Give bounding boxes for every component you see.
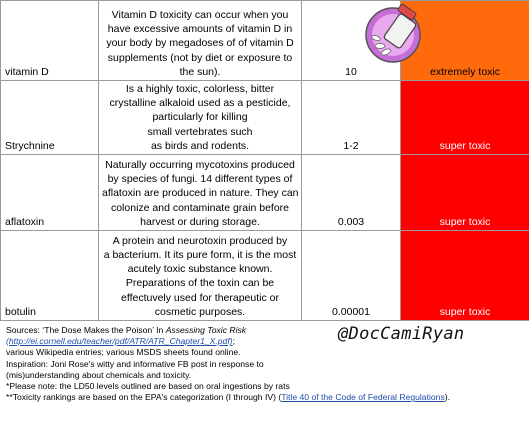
description-line: have excessive amounts of vitamin D in [107, 23, 293, 36]
table-row [1, 231, 529, 321]
sources-line-2: various Wikipedia entries; various MSDS sheets found online. [6, 347, 241, 358]
toxicity-ranking-cell: super toxic [401, 155, 529, 231]
description-line: by species of fungi. 14 different types of [107, 173, 293, 186]
substance-cell: aflatoxin [1, 155, 99, 231]
ld50-note: *Please note: the LD50 levels outlined are based on oral ingestions by rats [6, 381, 290, 392]
table-row [1, 81, 529, 155]
table-row [1, 155, 529, 231]
footer [0, 322, 529, 427]
description-cell [99, 1, 302, 81]
ld50-dose-cell: 10 [302, 1, 401, 81]
description-line: effectuvely used for therapeutic or [121, 291, 279, 304]
description-line: cosmetic purposes. [154, 305, 246, 318]
description-line: harvest or during storage. [140, 215, 260, 228]
description-line: as birds and rodents. [150, 139, 250, 152]
description-line: Is a highly toxic, colorless, bitter [125, 82, 275, 95]
table-row [1, 1, 529, 81]
cfr-link[interactable]: Title 40 of the Code of Federal Regulations [281, 392, 445, 403]
description-line: supplements (not by diet or exposure to [107, 51, 293, 64]
sources-line: Sources: ‘The Dose Makes the Poison’ In Assessing Toxic Risk [6, 325, 247, 335]
description-line: acutely toxic substance known. [127, 263, 273, 276]
inspiration-line: Inspiration: Joni Rose's witty and informative FB post in response to [6, 358, 264, 369]
toxicity-ranking-cell: super toxic [401, 231, 529, 321]
description-cell [99, 231, 302, 321]
description-line: your body by megadoses of of vitamin D [106, 37, 294, 50]
substance-cell: Strychnine [1, 81, 99, 155]
description-line: crystalline alkaloid used as a pesticide, [109, 97, 291, 110]
description-line: the sun). [179, 65, 221, 78]
description-line: small vertebrates such [147, 125, 253, 138]
author-handle: @DocCamiRyan [338, 324, 465, 344]
toxicity-ranking-cell: extremely toxic [401, 1, 529, 81]
description-cell [99, 81, 302, 155]
description-line: particularly for killing [152, 111, 248, 124]
description-line: A protein and neurotoxin produced by [112, 234, 288, 247]
substance-cell: vitamin D [1, 1, 99, 81]
toxicity-ranking-cell: super toxic [401, 81, 529, 155]
sources-link[interactable]: (http://ei.cornell.edu/teacher/pdf/ATR/ATR_Chapter1_X.pdf) [6, 336, 233, 347]
description-line: Vitamin D toxicity can occur when you [111, 8, 289, 21]
inspiration-line-2: (mis)understanding about chemicals and toxicity. [6, 369, 192, 380]
description-line: Naturally occurring mycotoxins produced [105, 158, 295, 171]
epa-note: **Toxicity rankings are based on the EPA's categorization (I through IV) (Title 40 of the Code of Federal Regulations). [6, 392, 450, 403]
pill-bottle-illustration [362, 2, 424, 64]
description-line: Preparations of the toxin can be [125, 277, 275, 290]
sources-link-line: (http://ei.cornell.edu/teacher/pdf/ATR/ATR_Chapter1_X.pdf); [6, 336, 235, 347]
description-line: aflatoxin are produced in nature. They can [102, 187, 299, 200]
description-cell [99, 155, 302, 231]
description-line: colonize and contaminate grain before [110, 201, 290, 214]
description-line: a bacterium. It its pure form, it is the most [103, 248, 297, 261]
ld50-dose-cell: 0.00001 [302, 231, 401, 321]
ld50-dose-cell: 0.003 [302, 155, 401, 231]
ld50-dose-cell: 1-2 [302, 81, 401, 155]
substance-cell: botulin [1, 231, 99, 321]
